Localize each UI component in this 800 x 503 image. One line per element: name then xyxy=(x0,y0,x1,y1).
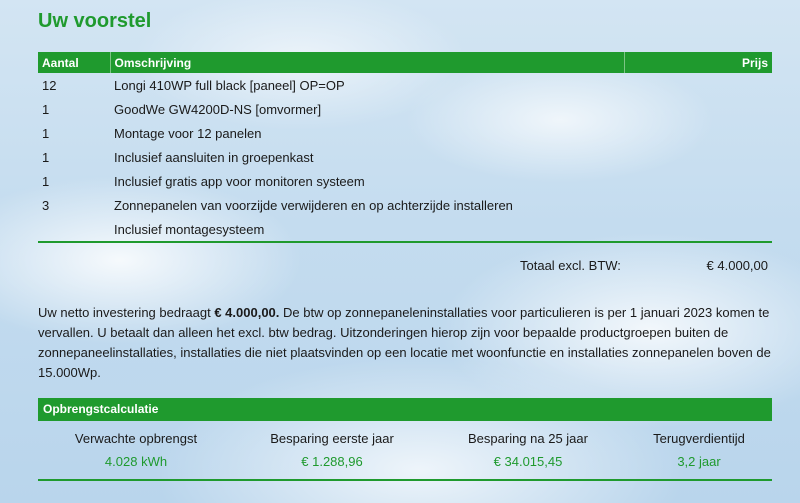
row-omschrijving: Inclusief gratis app voor monitoren systeem xyxy=(114,173,365,189)
total-label: Totaal excl. BTW: xyxy=(520,258,621,273)
quote-table xyxy=(38,52,772,241)
row-aantal: 12 xyxy=(42,77,57,93)
row-prijs xyxy=(624,73,772,97)
note-text: De btw op zonnepaneleninstallaties voor particulieren is per 1 januari 2023 komen te vervallen. U betaalt dan alleen het excl. btw bedrag. Uitzonderingen hierop zijn voor bepaalde productgroepen buiten de zonnepaneelinstallaties, installaties die niet plaatsvinden op een locatie met woonfunctie en installaties zonnepanelen boven de 15.000Wp. xyxy=(38,305,771,380)
row-omschrijving: GoodWe GW4200D-NS [omvormer] xyxy=(114,101,322,117)
yield-value: 3,2 jaar xyxy=(677,454,721,469)
row-omschrijving: Zonnepanelen van voorzijde verwijderen en op achterzijde installeren xyxy=(114,197,513,213)
yield-calculation-header: Opbrengstcalculatie xyxy=(38,398,772,421)
row-aantal: 1 xyxy=(42,173,50,189)
yield-value: 4.028 kWh xyxy=(104,454,168,469)
table-row xyxy=(38,169,772,193)
yield-label: Terugverdientijd xyxy=(653,431,745,446)
page-title: Uw voorstel xyxy=(38,10,152,32)
row-prijs xyxy=(624,169,772,193)
yield-value: € 34.015,45 xyxy=(493,454,563,469)
row-prijs xyxy=(624,121,772,145)
yield-item-payback xyxy=(626,428,772,474)
row-prijs xyxy=(624,193,772,217)
row-aantal xyxy=(38,217,110,241)
note-amount: € 4.000,00. xyxy=(214,305,280,320)
table-header-row xyxy=(38,52,772,73)
table-row xyxy=(38,97,772,121)
table-row xyxy=(38,121,772,145)
header-omschrijving: Omschrijving xyxy=(110,52,624,73)
yield-item-25-years xyxy=(430,428,626,474)
yield-item-expected xyxy=(38,428,234,474)
row-aantal: 3 xyxy=(42,197,50,213)
table-row xyxy=(38,73,772,97)
row-prijs xyxy=(624,145,772,169)
table-row xyxy=(38,193,772,217)
row-prijs xyxy=(624,217,772,241)
table-row xyxy=(38,145,772,169)
yield-label: Besparing eerste jaar xyxy=(270,431,394,446)
yield-value: € 1.288,96 xyxy=(301,454,363,469)
investment-note xyxy=(38,303,772,383)
header-prijs: Prijs xyxy=(624,52,772,73)
row-omschrijving: Longi 410WP full black [paneel] OP=OP xyxy=(114,77,345,93)
yield-label: Besparing na 25 jaar xyxy=(468,431,588,446)
bottom-divider xyxy=(38,479,772,481)
row-aantal: 1 xyxy=(42,149,50,165)
note-prefix: Uw netto investering bedraagt xyxy=(38,305,215,320)
table-row xyxy=(38,217,772,241)
yield-label: Verwachte opbrengst xyxy=(74,431,198,446)
yield-calculation-grid xyxy=(38,428,772,474)
total-value: € 4.000,00 xyxy=(706,258,768,273)
yield-item-first-year xyxy=(234,428,430,474)
row-aantal: 1 xyxy=(42,125,50,141)
table-divider xyxy=(38,241,772,243)
row-prijs xyxy=(624,97,772,121)
row-aantal: 1 xyxy=(42,101,50,117)
row-omschrijving: Inclusief aansluiten in groepenkast xyxy=(114,149,314,165)
row-omschrijving: Montage voor 12 panelen xyxy=(114,125,262,141)
row-omschrijving: Inclusief montagesysteem xyxy=(114,221,265,237)
header-aantal: Aantal xyxy=(38,52,110,73)
